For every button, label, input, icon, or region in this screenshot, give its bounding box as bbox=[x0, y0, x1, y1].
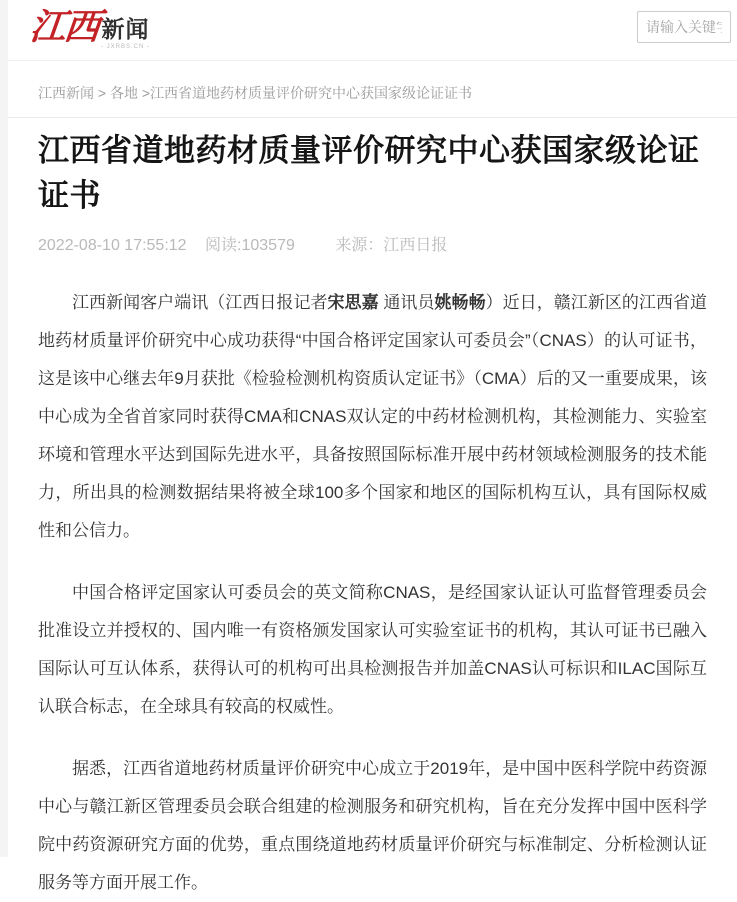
breadcrumb-item: 江西省道地药材质量评价研究中心获国家级论证证书 bbox=[150, 85, 473, 101]
paragraph-text: 据悉，江西省道地药材质量评价研究中心成立于2019年，是中国中医科学院中药资源中心与赣江新区管理委员会联合组建的检测服务和研究机构，旨在充分发挥中国中医科学院中药资源研究方面的优势，重点围绕道地药材质量评价研究与标准制定、分析检测认证服务等方面开展工作。 bbox=[38, 759, 707, 892]
page-left-gutter bbox=[0, 0, 8, 857]
article-source bbox=[335, 237, 447, 254]
read-count-label: 阅读: bbox=[205, 237, 242, 254]
breadcrumb-item[interactable]: 各地 bbox=[109, 85, 138, 101]
logo-right-block bbox=[101, 18, 150, 50]
paragraph-text: 中国合格评定国家认可委员会的英文简称CNAS，是经国家认证认可监督管理委员会批准设立并授权的、国内唯一有资格颁发国家认可实验室证书的机构，其认可证书已融入国际认可互认体系，获得认可的机构可出具检测报告并加盖CNAS认可标识和ILAC国际互认联合标志，在全球具有较高的权威性。 bbox=[38, 583, 707, 716]
article-meta bbox=[38, 232, 707, 255]
paragraph-text: 江西新闻客户端讯（江西日报记者 bbox=[72, 293, 328, 312]
paragraph-text: ）近日，赣江新区的江西省道地药材质量评价研究中心成功获得“中国合格评定国家认可委员会”（CNAS）的认可证书，这是该中心继去年9月获批《检验检测机构资质认定证书》（CMA）后的又一重要成果，该中心成为全省首家同时获得CMA和CNAS双认定的中药材检测机构，其检测能力、实验室环境和管理水平达到国际先进水平，具备按照国际标准开展中药材领域检测服务的技术能力，所出具的检测数据结果将被全球100多个国家和地区的国际机构互认，具有国际权威性和公信力。 bbox=[38, 293, 708, 540]
article-source-label: 来源： bbox=[335, 237, 384, 254]
search-input[interactable] bbox=[637, 11, 731, 43]
article-paragraph bbox=[38, 574, 707, 726]
read-count-value: 103579 bbox=[241, 237, 295, 254]
author-name: 宋思嘉 bbox=[327, 293, 379, 312]
author-name: 姚畅畅 bbox=[434, 293, 486, 312]
article-title: 江西省道地药材质量评价研究中心获国家级论证证书 bbox=[38, 133, 700, 213]
breadcrumb-separator: > bbox=[137, 85, 151, 101]
article-paragraph bbox=[38, 750, 707, 902]
logo-news-text: 新闻 bbox=[101, 16, 150, 42]
paragraph-text: 通讯员 bbox=[378, 293, 435, 312]
breadcrumb bbox=[8, 61, 737, 118]
site-logo[interactable] bbox=[27, 6, 151, 50]
read-count bbox=[205, 237, 295, 254]
page-content bbox=[8, 0, 737, 892]
article-source-name: 江西日报 bbox=[383, 237, 448, 254]
article bbox=[8, 128, 737, 902]
breadcrumb-separator: > bbox=[94, 85, 110, 101]
site-header bbox=[8, 0, 737, 61]
logo-jiangxi-calligraphy: 江西 bbox=[27, 6, 101, 48]
publish-datetime: 2022-08-10 17:55:12 bbox=[38, 237, 187, 254]
article-paragraph bbox=[38, 284, 707, 550]
breadcrumb-item[interactable]: 江西新闻 bbox=[38, 85, 94, 101]
logo-domain-text: - JXRBS.CN - bbox=[101, 44, 151, 50]
article-body bbox=[38, 284, 707, 902]
